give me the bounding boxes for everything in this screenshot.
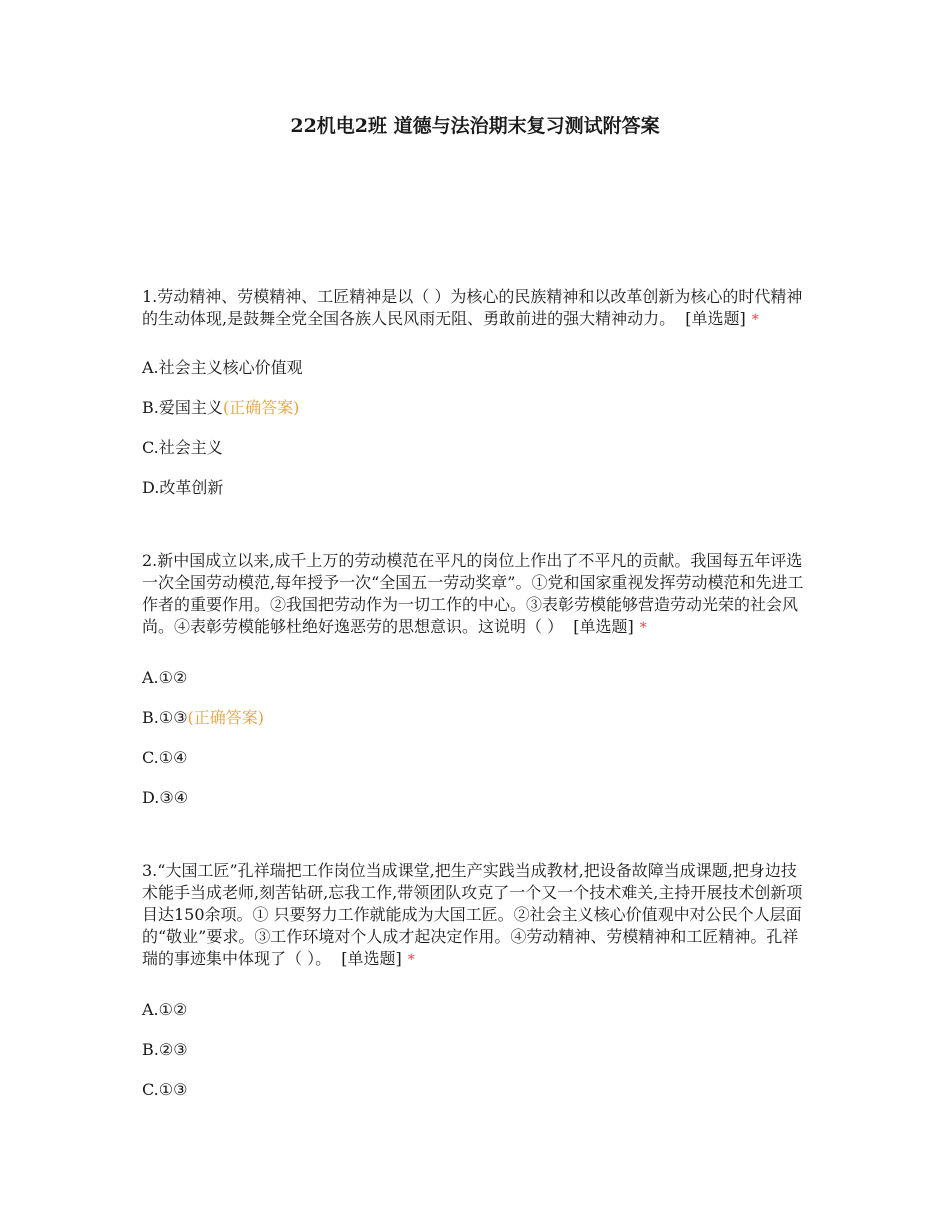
option-label: B.①③ <box>142 708 188 727</box>
option-label: A.①② <box>142 1000 188 1019</box>
question-text: 3.“大国工匠”孔祥瑞把工作岗位当成课堂,把生产实践当成教材,把设备故障当成课题,把身边技术能手当成老师,刻苦钻研,忘我工作,带领团队攻克了一个又一个技术难关,主持开展技术创新项目达150余项。① 只要努力工作就能成为大国工匠。②社会主义核心价值观中对公民个人层面的“敬业”要求。③工作环境对个人成才起决定作用。④劳动精神、劳模精神和工匠精神。孔祥瑞的事迹集中体现了（ ）。 <box>142 861 803 968</box>
option-a <box>142 999 187 1021</box>
option-label: C.社会主义 <box>142 438 223 457</box>
required-asterisk: * <box>407 952 415 968</box>
option-b <box>142 1039 188 1061</box>
option-label: B.爱国主义 <box>142 398 223 417</box>
page-title: 22机电2班 道德与法治期末复习测试附答案 <box>290 115 660 137</box>
question-stem <box>142 860 812 992</box>
option-c <box>142 437 223 459</box>
option-label: C.①③ <box>142 1080 188 1099</box>
question-type-tag: [单选题] <box>685 309 746 328</box>
question-stem <box>142 286 812 352</box>
question-1 <box>142 286 812 497</box>
question-type-tag: [单选题] <box>573 617 634 636</box>
question-3 <box>142 860 812 1099</box>
correct-answer-mark: (正确答案) <box>222 398 300 417</box>
option-label: D.③④ <box>142 788 189 807</box>
required-asterisk: * <box>751 312 759 328</box>
required-asterisk: * <box>639 620 647 636</box>
option-label: A.①② <box>142 668 188 687</box>
option-c <box>142 747 187 769</box>
option-d <box>142 787 188 809</box>
question-text: 2.新中国成立以来,成千上万的劳动模范在平凡的岗位上作出了不平凡的贡献。我国每五年评选一次全国劳动模范,每年授予一次“全国五一劳动奖章”。①党和国家重视发挥劳动模范和先进工作者的重要作用。②我国把劳动作为一切工作的中心。③表彰劳模能够营造劳动光荣的社会风尚。④表彰劳模能够杜绝好逸恶劳的思想意识。这说明（ ） <box>142 551 804 636</box>
option-label: C.①④ <box>142 748 188 767</box>
option-c <box>142 1079 187 1101</box>
question-2 <box>142 550 812 807</box>
option-a <box>142 667 187 689</box>
question-type-tag: [单选题] <box>341 949 402 968</box>
option-b <box>142 707 264 729</box>
option-d <box>142 477 223 499</box>
option-a <box>142 357 303 379</box>
option-label: D.改革创新 <box>142 478 224 497</box>
option-b <box>142 397 299 419</box>
option-label: B.②③ <box>142 1040 188 1059</box>
option-label: A.社会主义核心价值观 <box>142 358 303 377</box>
question-text: 1.劳动精神、劳模精神、工匠精神是以（ ）为核心的民族精神和以改革创新为核心的时代精神的生动体现,是鼓舞全党全国各族人民风雨无阻、勇敢前进的强大精神动力。 <box>142 287 803 328</box>
correct-answer-mark: (正确答案) <box>187 708 265 727</box>
question-stem <box>142 550 812 660</box>
